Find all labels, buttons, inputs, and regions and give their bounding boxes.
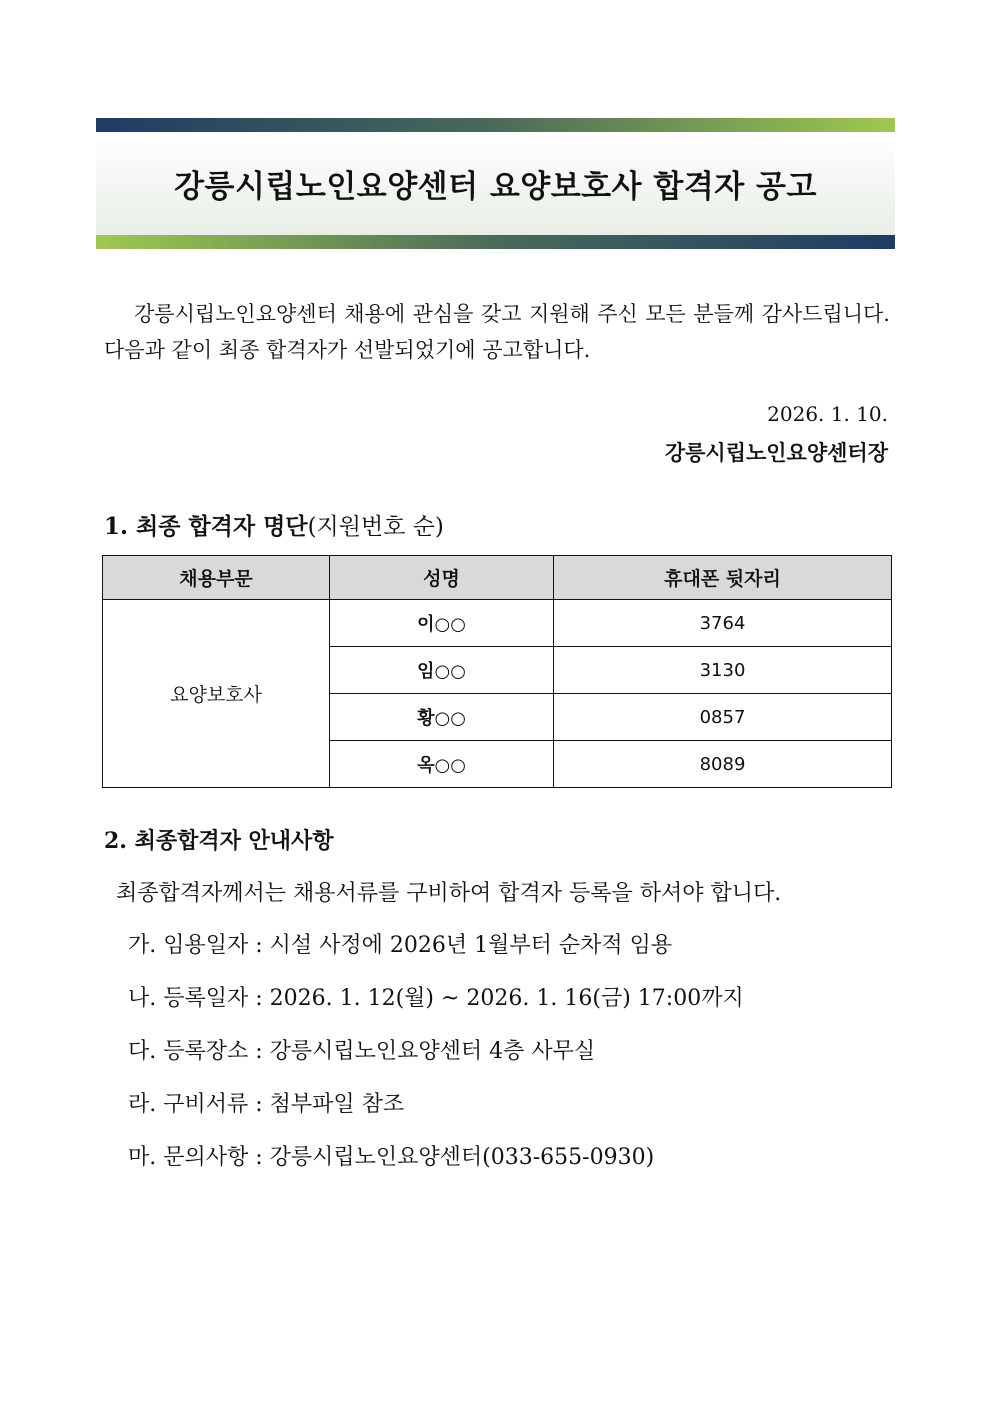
section2-heading: 2. 최종합격자 안내사항 bbox=[104, 828, 334, 854]
category-cell: 요양보호사 bbox=[103, 600, 330, 788]
phone-cell: 8089 bbox=[554, 741, 892, 788]
name-cell: 황○○ bbox=[330, 694, 554, 741]
phone-cell: 3130 bbox=[554, 647, 892, 694]
section2-notice: 최종합격자께서는 채용서류를 구비하여 합격자 등록을 하셔야 합니다. bbox=[116, 881, 782, 906]
table-header-row bbox=[103, 556, 892, 600]
table-row bbox=[103, 600, 892, 647]
info-item: 라. 구비서류 : 첨부파일 참조 bbox=[128, 1092, 405, 1117]
info-item: 가. 임용일자 : 시설 사정에 2026년 1월부터 순차적 임용 bbox=[128, 933, 673, 958]
header-name: 성명 bbox=[330, 556, 554, 600]
title-banner bbox=[96, 118, 895, 249]
banner-bottom-bar bbox=[96, 235, 895, 249]
info-item: 다. 등록장소 : 강릉시립노인요양센터 4층 사무실 bbox=[128, 1039, 596, 1064]
info-item: 마. 문의사항 : 강릉시립노인요양센터(033-655-0930) bbox=[128, 1145, 655, 1170]
intro-paragraph: 강릉시립노인요양센터 채용에 관심을 갖고 지원해 주신 모든 분들께 감사드립니다. 다음과 같이 최종 합격자가 선발되었기에 공고합니다. bbox=[104, 302, 890, 362]
name-cell: 옥○○ bbox=[330, 741, 554, 788]
info-item: 나. 등록일자 : 2026. 1. 12(월) ~ 2026. 1. 16(금) 17:00까지 bbox=[128, 986, 744, 1011]
phone-cell: 3764 bbox=[554, 600, 892, 647]
name-cell: 임○○ bbox=[330, 647, 554, 694]
page-title: 강릉시립노인요양센터 요양보호사 합격자 공고 bbox=[174, 169, 817, 205]
name-cell: 이○○ bbox=[330, 600, 554, 647]
header-phone: 휴대폰 뒷자리 bbox=[554, 556, 892, 600]
banner-top-bar bbox=[96, 118, 895, 132]
passers-table bbox=[102, 555, 892, 788]
notice-date: 2026. 1. 10. bbox=[767, 402, 888, 426]
banner-body bbox=[96, 132, 895, 235]
phone-cell: 0857 bbox=[554, 694, 892, 741]
header-category: 채용부문 bbox=[103, 556, 330, 600]
section1-subtitle: (지원번호 순) bbox=[307, 514, 444, 540]
section1-title: 1. 최종 합격자 명단 bbox=[104, 513, 308, 540]
section1-heading bbox=[104, 508, 444, 541]
signer: 강릉시립노인요양센터장 bbox=[664, 440, 888, 465]
